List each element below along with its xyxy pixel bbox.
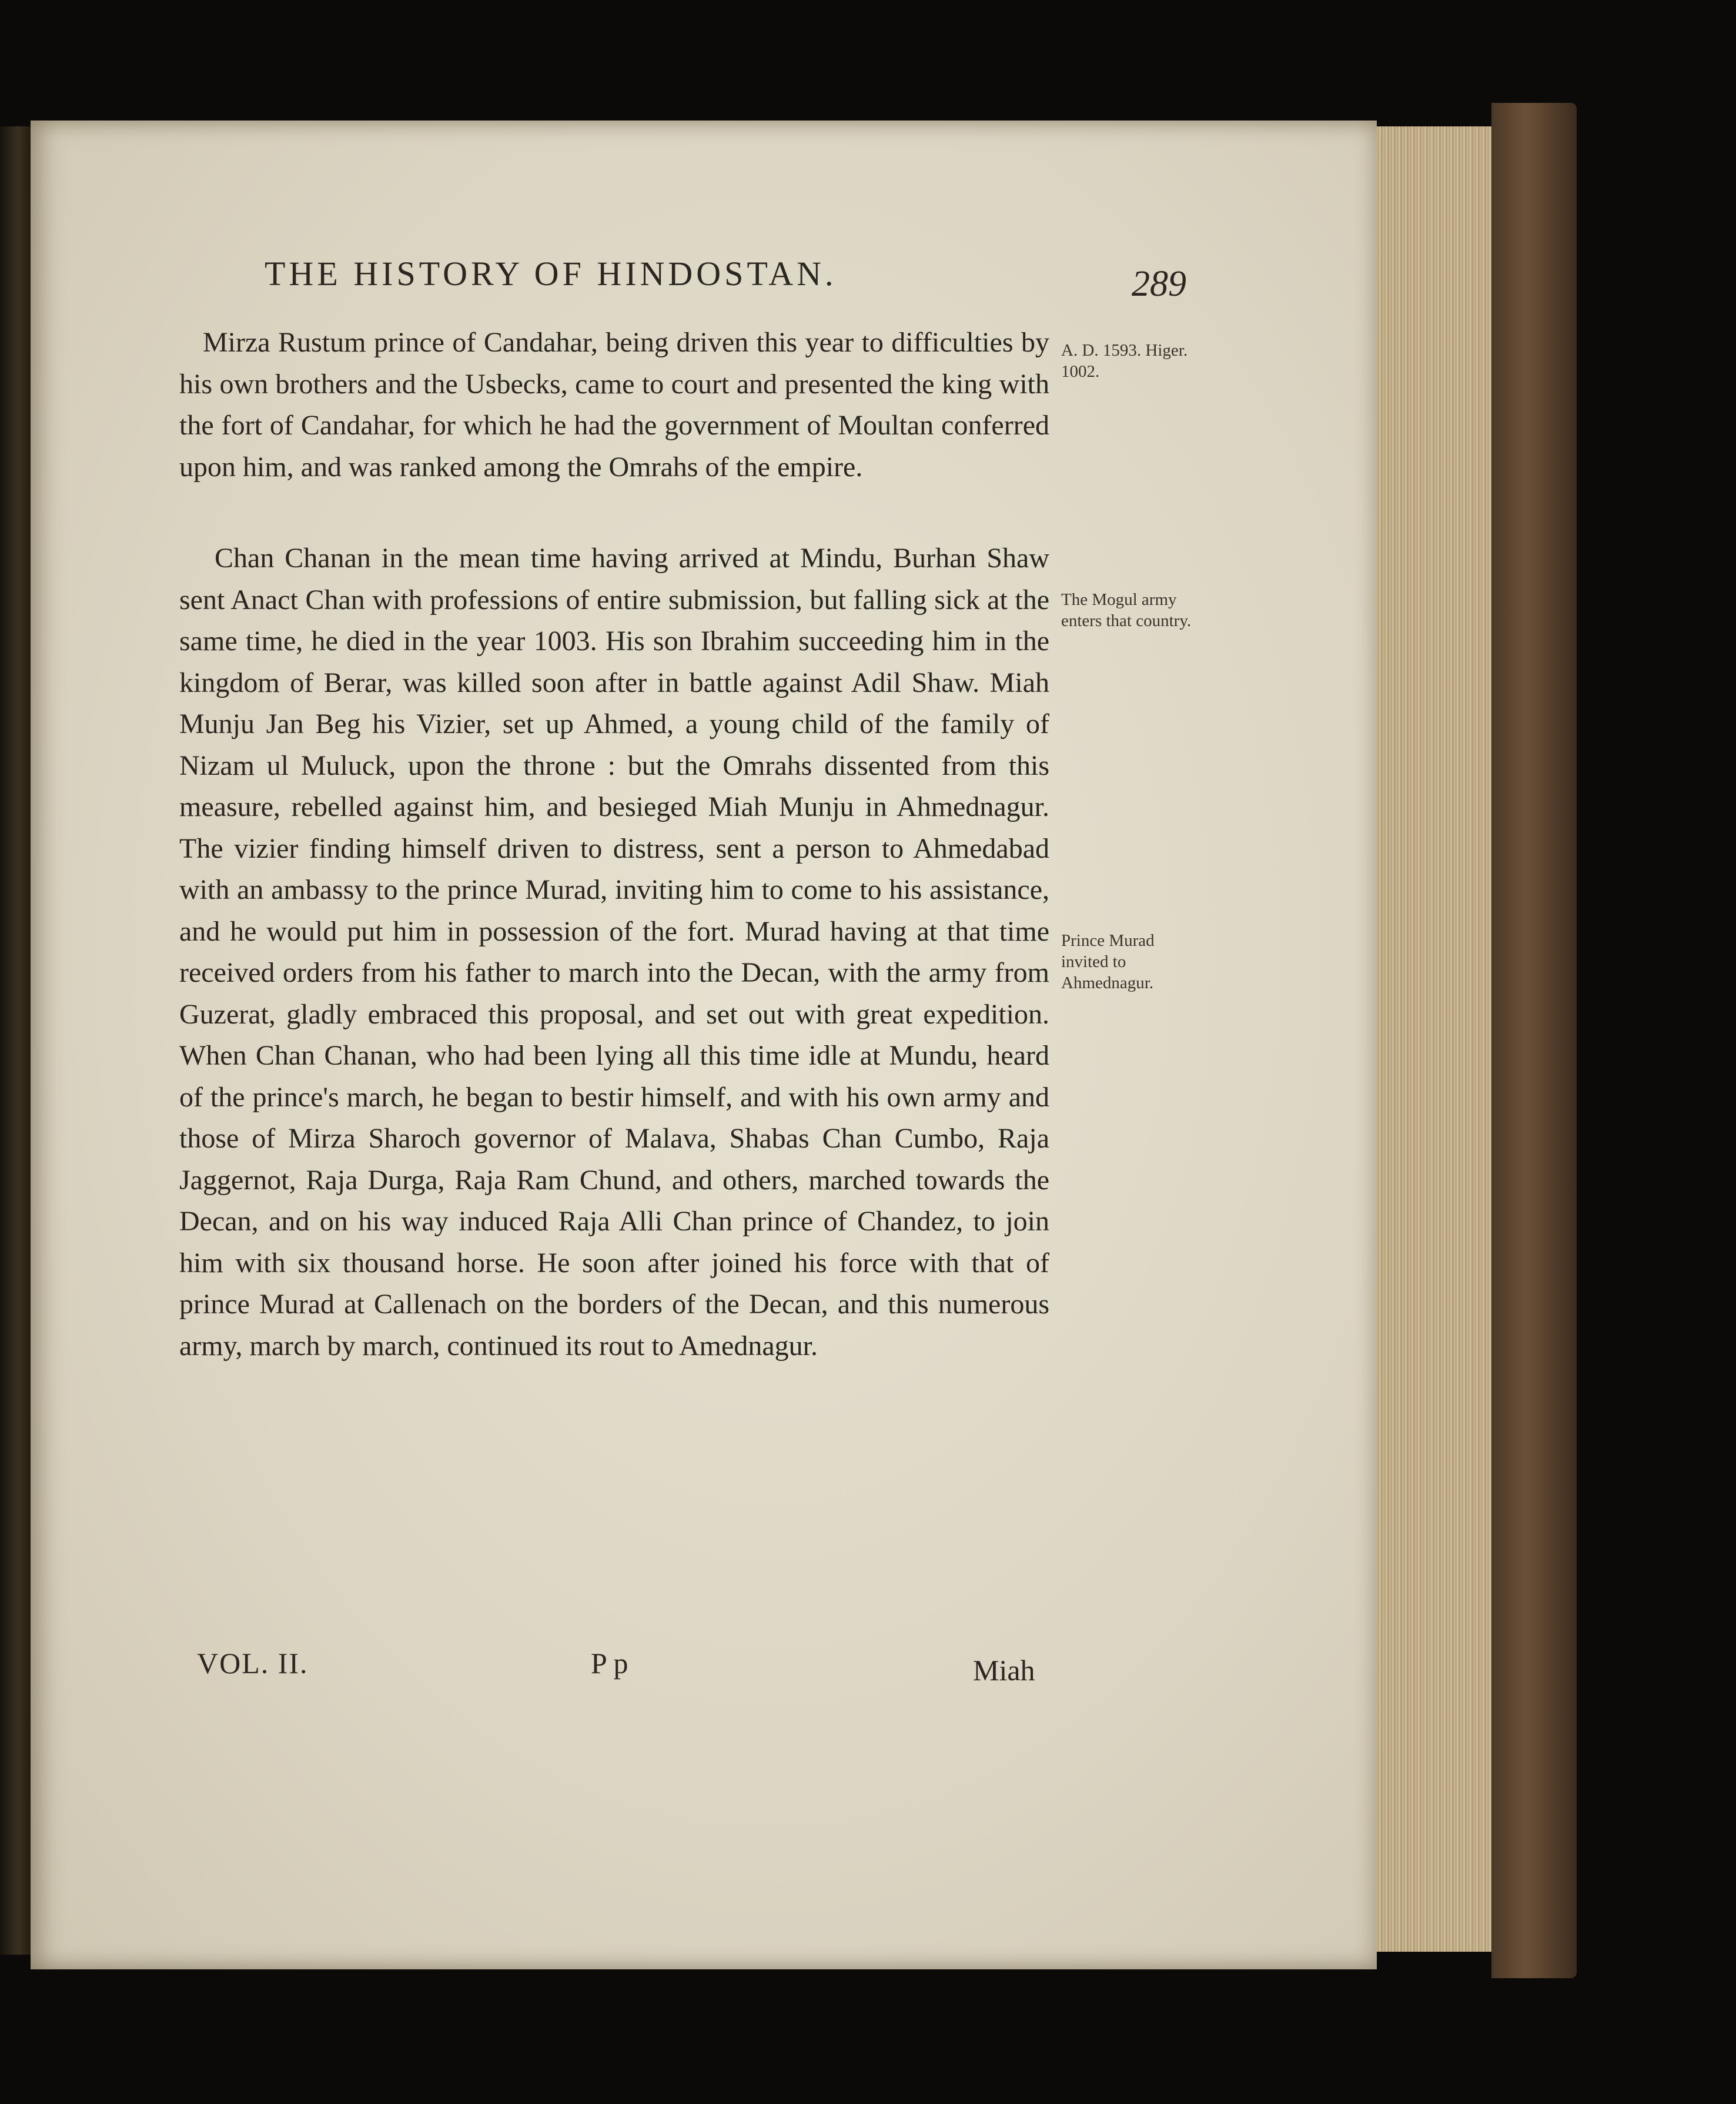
- page-edges: [1377, 126, 1491, 1952]
- margin-note-prince-murad: Prince Murad invited to Ahmednagur.: [1061, 931, 1155, 992]
- book-binding-left: [0, 126, 31, 1955]
- running-title: THE HISTORY OF HINDOSTAN.: [265, 255, 837, 293]
- volume-label: VOL. II.: [197, 1647, 309, 1680]
- paragraph-2: Chan Chanan in the mean time having arrived at Mindu, Burhan Shaw sent Anact Chan with professions of entire submission, but falling sick at the same time, he died in the year 1003. His son Ibrahim succeeding him in the kingdom of Berar, was killed soon after in battle against Adil Shaw. Miah Munju Jan Beg his Vizier, set up Ahmed, a young child of the family of Nizam ul Muluck, upon the throne : but the Omrahs dissented from this measure, rebelled against him, and besieged Miah Munju in Ahmednagur. The vizier finding himself driven to distress, sent a person to Ahmedabad with an ambassy to the prince Murad, inviting him to come to his assistance, and he would put him in possession of the fort. Murad having at that time received orders from his father to march into the Decan, with the army from Guzerat, gladly embraced this proposal, and set out with great expedition. When Chan Chanan, who had been lying all this time idle at Mundu, heard of the prince's march, he began to bestir himself, and with his own army and those of Mirza Sharoch governor of Malava, Shabas Chan Cumbo, Raja Jaggernot, Raja Durga, Raja Ram Chund, and others, marched towards the Decan, and on his way induced Raja Alli Chan prince of Chandez, to join him with six thousand horse. He soon after joined his force with that of prince Murad at Callenach on the borders of the Decan, and this numerous army, march by march, continued its rout to Amednagur.: [179, 543, 1049, 1362]
- paragraph-1: Mirza Rustum prince of Candahar, being driven this year to difficulties by his own brothers and the Usbecks, came to court and presented the king with the fort of Candahar, for which he had the government of Moultan conferred upon him, and was ranked among the Omrahs of the empire.: [179, 327, 1049, 483]
- page-number: 289: [1132, 264, 1186, 304]
- margin-note-date: A. D. 1593. Higer. 1002.: [1061, 341, 1188, 381]
- signature-mark: P p: [591, 1647, 628, 1680]
- catchword: Miah: [973, 1654, 1035, 1687]
- body-text: [179, 322, 1049, 1367]
- margin-note-mogul-army: The Mogul army enters that country.: [1061, 590, 1192, 630]
- book-cover-edge: [1491, 103, 1577, 1978]
